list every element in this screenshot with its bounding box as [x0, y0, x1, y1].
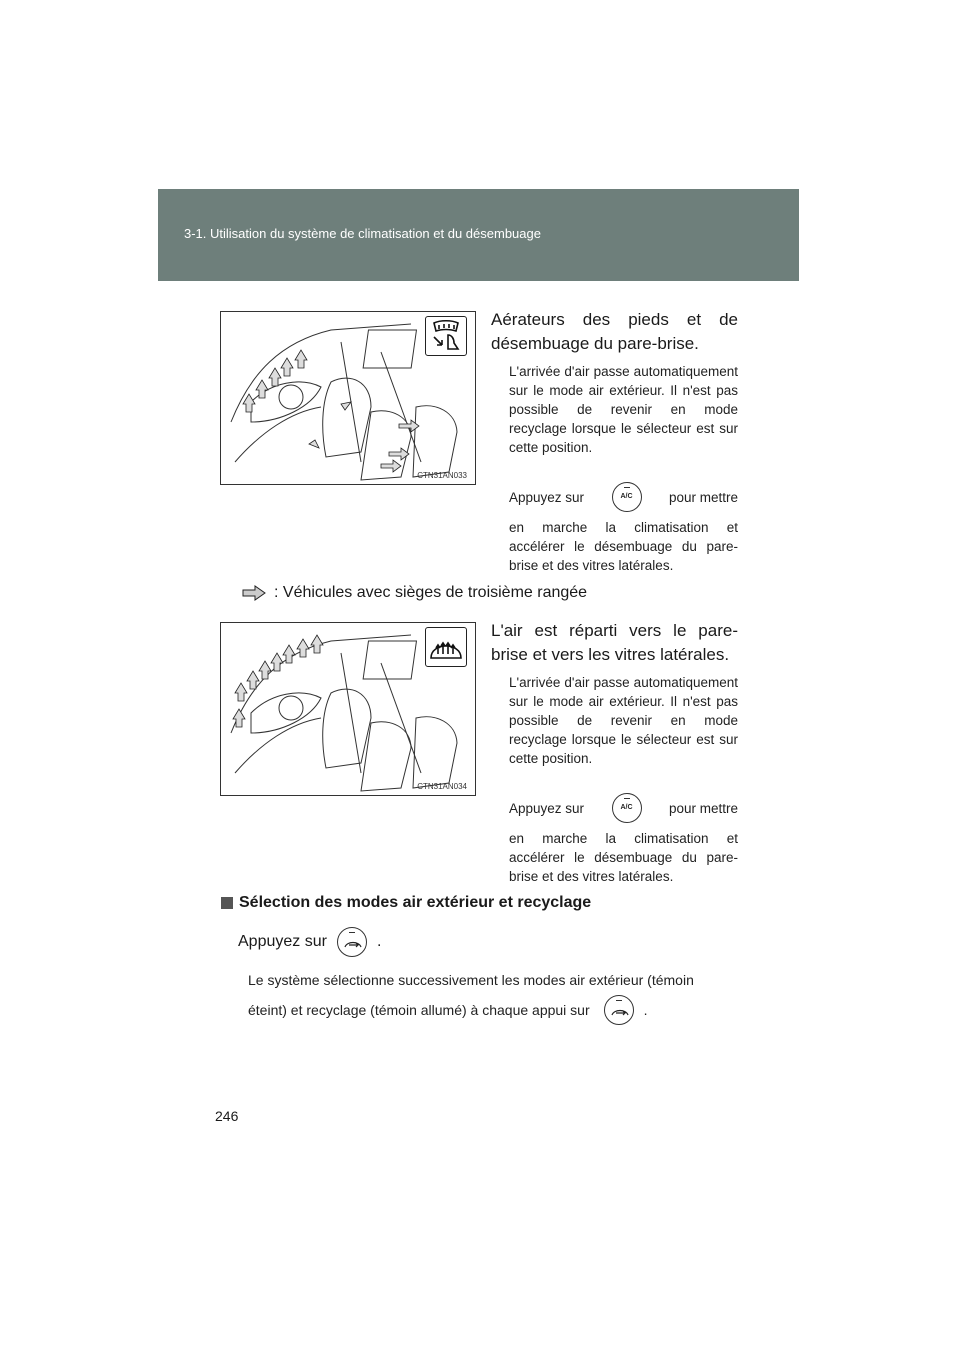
block1-press-line: [509, 482, 738, 512]
body-text: éteint) et recyclage (témoin allumé) à chaque appui sur: [248, 1002, 590, 1018]
section-body-line1: Le système sélectionne successivement les modes air extérieur (témoin: [248, 972, 694, 988]
block1-heading: Aérateurs des pieds et de désembuage du pare-brise.: [491, 310, 738, 353]
block2-press-line: [509, 793, 738, 823]
press-text: Appuyez sur: [238, 933, 327, 950]
third-row-note: [242, 581, 587, 605]
arrow-right-icon: [242, 585, 266, 601]
ac-button-icon: [612, 482, 642, 512]
interior-illustration-foot-defog: [220, 311, 476, 485]
windshield-defog-icon: [425, 627, 467, 667]
ac-button-icon: [612, 793, 642, 823]
press-text: Appuyez sur: [509, 489, 585, 505]
interior-illustration-windshield-defog: [220, 622, 476, 796]
section-press-line: [238, 926, 381, 958]
section-title: Sélection des modes air extérieur et recyclage: [239, 894, 592, 911]
block2-heading: L'air est réparti vers le pare-brise et vers les vitres latérales.: [491, 621, 738, 664]
recirculation-button-icon: [337, 927, 367, 957]
block2-press-rest: en marche la climatisation et accélérer le désembuage du pare-brise et des vitres latérales.: [509, 831, 738, 884]
section-body-line2: [248, 995, 648, 1025]
press-text: Appuyez sur: [509, 800, 585, 816]
foot-defog-icon: [425, 316, 467, 356]
ac-button-label: A/C: [620, 804, 633, 811]
body-text-after: .: [643, 1002, 648, 1018]
figure-code: CTN31AN033: [417, 471, 467, 480]
figure-code: CTN31AN034: [417, 782, 467, 791]
block1-paragraph: L'arrivée d'air passe automatiquement sur le mode air extérieur. Il n'est pas possible de revenir en mode recyclage lorsque le sélecteur est sur cette position.: [509, 364, 738, 455]
chapter-header: [158, 189, 799, 281]
section-heading: [221, 894, 591, 912]
block2-paragraph: L'arrivée d'air passe automatiquement sur le mode air extérieur. Il n'est pas possible de revenir en mode recyclage lorsque le sélecteur est sur cette position.: [509, 675, 738, 766]
press-text-after: pour mettre: [668, 489, 738, 505]
press-text-after: pour mettre: [668, 800, 738, 816]
recirculation-button-icon: [604, 995, 634, 1025]
page-number: 246: [215, 1108, 239, 1124]
section-bullet-icon: [221, 897, 233, 909]
press-text-after: .: [376, 933, 382, 950]
block1-press-rest: en marche la climatisation et accélérer le désembuage du pare-brise et des vitres latérales.: [509, 520, 738, 573]
chapter-title: 3-1. Utilisation du système de climatisation et du désembuage: [184, 226, 541, 241]
note-text: : Véhicules avec sièges de troisième rangée: [274, 584, 588, 601]
ac-button-label: A/C: [620, 493, 633, 500]
